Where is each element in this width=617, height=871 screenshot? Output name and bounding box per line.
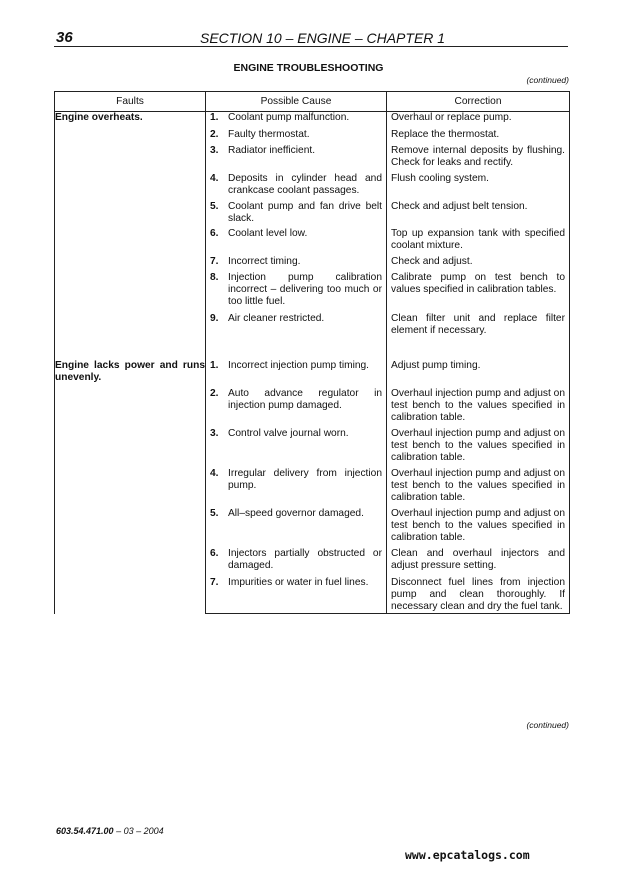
cause-number: 2.: [210, 129, 219, 140]
cause-text: Deposits in cylinder head and crankcase coolant passages.: [228, 173, 382, 196]
cause-text: Coolant pump malfunction.: [228, 112, 350, 123]
section-title: SECTION 10 – ENGINE – CHAPTER 1: [200, 30, 446, 46]
correction-text: Overhaul injection pump and adjust on test bench to the values specified in calibration table.: [391, 388, 565, 423]
correction-cell: [387, 428, 570, 468]
table-row: [55, 360, 570, 388]
cause-text: Coolant level low.: [228, 228, 308, 239]
cause-cell: [206, 313, 387, 360]
cause-item: [206, 508, 386, 520]
cause-number: 4.: [210, 468, 219, 479]
cause-cell: [206, 129, 387, 145]
cause-item: [206, 468, 386, 492]
cause-cell: [206, 228, 387, 256]
cause-number: 8.: [210, 272, 219, 283]
correction-cell: [387, 173, 570, 201]
cause-item: [206, 313, 386, 325]
cause-text: Impurities or water in fuel lines.: [228, 577, 369, 588]
cause-item: [206, 256, 386, 268]
cause-cell: [206, 173, 387, 201]
correction-cell: [387, 272, 570, 313]
cause-text: Control valve journal worn.: [228, 428, 349, 439]
correction-cell: [387, 129, 570, 145]
cause-number: 7.: [210, 256, 219, 267]
correction-text: Clean and overhaul injectors and adjust pressure setting.: [391, 548, 565, 571]
column-header-faults: Faults: [55, 92, 206, 112]
correction-text: Overhaul injection pump and adjust on test bench to the values specified in calibration table.: [391, 468, 565, 503]
correction-text: Top up expansion tank with specified coolant mixture.: [391, 228, 565, 251]
cause-cell: [206, 112, 387, 130]
cause-cell: [206, 548, 387, 577]
troubleshooting-table: [54, 91, 570, 614]
cause-text: Injection pump calibration incorrect – delivering too much or too little fuel.: [228, 272, 382, 307]
cause-item: [206, 388, 386, 412]
correction-text: Overhaul or replace pump.: [391, 112, 512, 123]
correction-text: Check and adjust.: [391, 256, 473, 267]
fault-cell: Engine lacks power and runs unevenly.: [55, 360, 206, 614]
header-rule: [54, 46, 568, 47]
correction-cell: [387, 508, 570, 548]
cause-text: Incorrect injection pump timing.: [228, 360, 369, 371]
cause-item: [206, 577, 386, 589]
correction-cell: [387, 577, 570, 614]
cause-number: 2.: [210, 388, 219, 399]
correction-cell: [387, 468, 570, 508]
cause-number: 3.: [210, 145, 219, 156]
cause-text: Radiator inefficient.: [228, 145, 316, 156]
cause-number: 6.: [210, 228, 219, 239]
correction-text: Replace the thermostat.: [391, 129, 500, 140]
cause-text: Injectors partially obstructed or damaged.: [228, 548, 382, 571]
cause-cell: [206, 577, 387, 614]
correction-text: Clean filter unit and replace filter element if necessary.: [391, 313, 565, 336]
cause-item: [206, 173, 386, 197]
cause-item: [206, 112, 386, 124]
cause-number: 1.: [210, 360, 219, 371]
cause-item: [206, 145, 386, 157]
cause-cell: [206, 360, 387, 388]
cause-cell: [206, 508, 387, 548]
footer-code: 603.54.471.00: [56, 826, 114, 836]
correction-text: Overhaul injection pump and adjust on test bench to the values specified in calibration table.: [391, 508, 565, 543]
cause-text: Auto advance regulator in injection pump damaged.: [228, 388, 382, 411]
table-row: [55, 112, 570, 130]
table-header-row: [55, 92, 570, 112]
fault-cell: Engine overheats.: [55, 112, 206, 361]
correction-cell: [387, 256, 570, 272]
cause-item: [206, 272, 386, 308]
correction-text: Adjust pump timing.: [391, 360, 481, 371]
footer-publication-code: [56, 826, 164, 836]
cause-text: All–speed governor damaged.: [228, 508, 364, 519]
cause-cell: [206, 468, 387, 508]
cause-number: 6.: [210, 548, 219, 559]
correction-cell: [387, 548, 570, 577]
cause-text: Faulty thermostat.: [228, 129, 310, 140]
cause-item: [206, 548, 386, 572]
footer-date: – 03 – 2004: [113, 826, 164, 836]
cause-cell: [206, 201, 387, 228]
continued-note-top: (continued): [526, 75, 569, 85]
cause-number: 5.: [210, 201, 219, 212]
correction-text: Flush cooling system.: [391, 173, 489, 184]
correction-text: Overhaul injection pump and adjust on test bench to the values specified in calibration table.: [391, 428, 565, 463]
document-title: ENGINE TROUBLESHOOTING: [233, 62, 384, 74]
column-header-cause: Possible Cause: [206, 92, 387, 112]
cause-text: Coolant pump and fan drive belt slack.: [228, 201, 382, 224]
correction-cell: [387, 201, 570, 228]
cause-cell: [206, 388, 387, 428]
cause-item: [206, 360, 386, 372]
cause-cell: [206, 428, 387, 468]
column-header-correction: Correction: [387, 92, 570, 112]
correction-cell: [387, 145, 570, 173]
cause-text: Irregular delivery from injection pump.: [228, 468, 382, 491]
cause-number: 5.: [210, 508, 219, 519]
continued-note-bottom: (continued): [526, 720, 569, 730]
cause-text: Air cleaner restricted.: [228, 313, 325, 324]
correction-text: Disconnect fuel lines from injection pump and clean thoroughly. If necessary clean and dry the fuel tank.: [391, 577, 565, 612]
cause-cell: [206, 145, 387, 173]
cause-cell: [206, 272, 387, 313]
cause-item: [206, 428, 386, 440]
cause-number: 7.: [210, 577, 219, 588]
correction-cell: [387, 313, 570, 360]
cause-number: 3.: [210, 428, 219, 439]
cause-cell: [206, 256, 387, 272]
correction-text: Remove internal deposits by flushing. Check for leaks and rectify.: [391, 145, 565, 168]
cause-number: 1.: [210, 112, 219, 123]
cause-item: [206, 129, 386, 141]
correction-cell: [387, 112, 570, 130]
page-number: 36: [56, 29, 73, 46]
correction-cell: [387, 228, 570, 256]
cause-item: [206, 201, 386, 225]
correction-cell: [387, 360, 570, 388]
correction-text: Calibrate pump on test bench to values specified in calibration tables.: [391, 272, 565, 295]
cause-number: 4.: [210, 173, 219, 184]
website-watermark: www.epcatalogs.com: [405, 848, 530, 862]
correction-cell: [387, 388, 570, 428]
cause-number: 9.: [210, 313, 219, 324]
cause-item: [206, 228, 386, 240]
cause-text: Incorrect timing.: [228, 256, 301, 267]
correction-text: Check and adjust belt tension.: [391, 201, 528, 212]
